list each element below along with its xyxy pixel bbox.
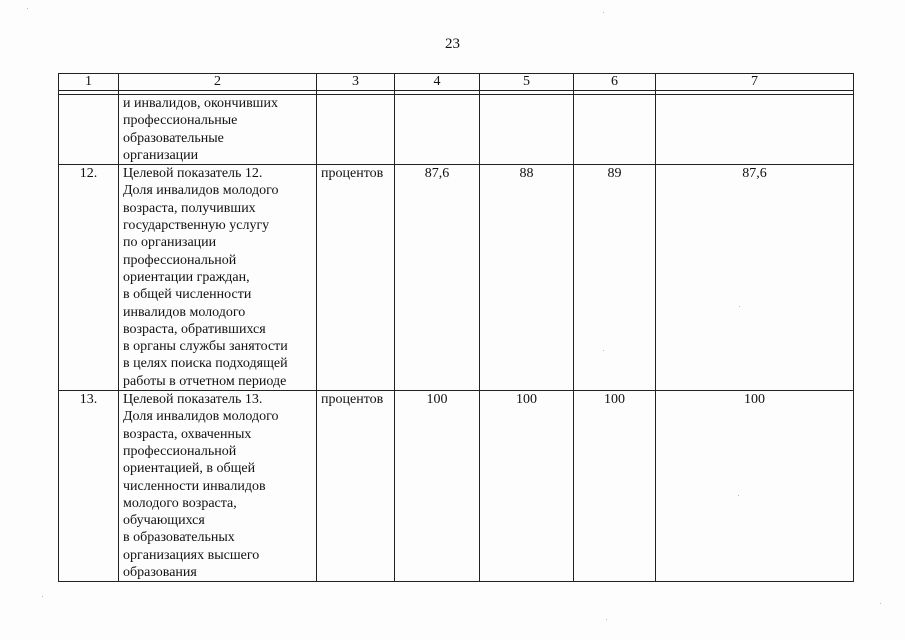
column-header: 7 [656,74,854,91]
indicator-description [119,95,317,165]
description-line: профессиональной [123,443,237,459]
description-line: государственную услугу [123,218,270,234]
value-col4: 100 [395,391,480,582]
row-number [59,95,119,165]
description-line: работы в отчетном периоде [123,373,287,389]
scan-speck [603,350,604,351]
description-line: образования [123,565,197,581]
description-line: возраста, обратившихся [123,321,266,337]
value-col5 [480,95,574,165]
value-col7: 100 [656,391,854,582]
description-line: молодого возраста, [123,495,237,511]
description-line: возраста, получивших [123,200,256,216]
description-line: возраста, охваченных [123,426,252,442]
scan-speck [738,495,739,496]
description-line: в общей численности [123,287,252,303]
description-line: численности инвалидов [123,478,266,494]
description-line: инвалидов молодого [123,304,246,320]
description-line: Доля инвалидов молодого [123,409,279,425]
description-line: и инвалидов, окончивших [123,96,278,111]
description-line: ориентации граждан, [123,269,250,285]
value-col5: 88 [480,165,574,391]
description-line: образовательные [123,130,224,146]
table-row [59,165,854,391]
table-row [59,391,854,582]
value-col7: 87,6 [656,165,854,391]
row-number: 13. [59,391,119,582]
description-line: ориентацией, в общей [123,461,256,477]
description-line: профессиональной [123,252,237,268]
indicator-description [119,165,317,391]
value-col4: 87,6 [395,165,480,391]
page-number: 23 [445,36,460,52]
description-line: в органы службы занятости [123,339,288,355]
value-col7 [656,95,854,165]
column-header: 4 [395,74,480,91]
scan-speck [603,12,604,13]
scan-speck [880,603,881,604]
description-line: в образовательных [123,530,235,546]
scan-speck [606,619,607,620]
table-body [59,95,854,582]
description-line: организации [123,147,199,163]
description-line: Целевой показатель 12. [123,166,263,182]
scan-speck [739,306,740,307]
row-number: 12. [59,165,119,391]
unit-cell [317,95,395,165]
description-line: Целевой показатель 13. [123,392,263,408]
indicators-table [58,73,854,582]
description-line: Доля инвалидов молодого [123,183,279,199]
value-col6 [574,95,656,165]
description-line: по организации [123,235,217,251]
unit-cell: процентов [317,391,395,582]
unit-cell: процентов [317,165,395,391]
column-number-row [59,74,854,91]
column-header: 2 [119,74,317,91]
column-header: 3 [317,74,395,91]
description-line: в целях поиска подходящей [123,356,288,372]
description-line: организациях высшего [123,547,260,563]
indicator-description [119,391,317,582]
value-col5: 100 [480,391,574,582]
column-header: 5 [480,74,574,91]
scan-speck [42,596,43,597]
value-col6: 100 [574,391,656,582]
description-line: профессиональные [123,113,238,129]
column-header: 1 [59,74,119,91]
table-row [59,95,854,165]
description-line: обучающихся [123,513,205,529]
column-header: 6 [574,74,656,91]
value-col4 [395,95,480,165]
scan-speck [27,8,28,9]
value-col6: 89 [574,165,656,391]
